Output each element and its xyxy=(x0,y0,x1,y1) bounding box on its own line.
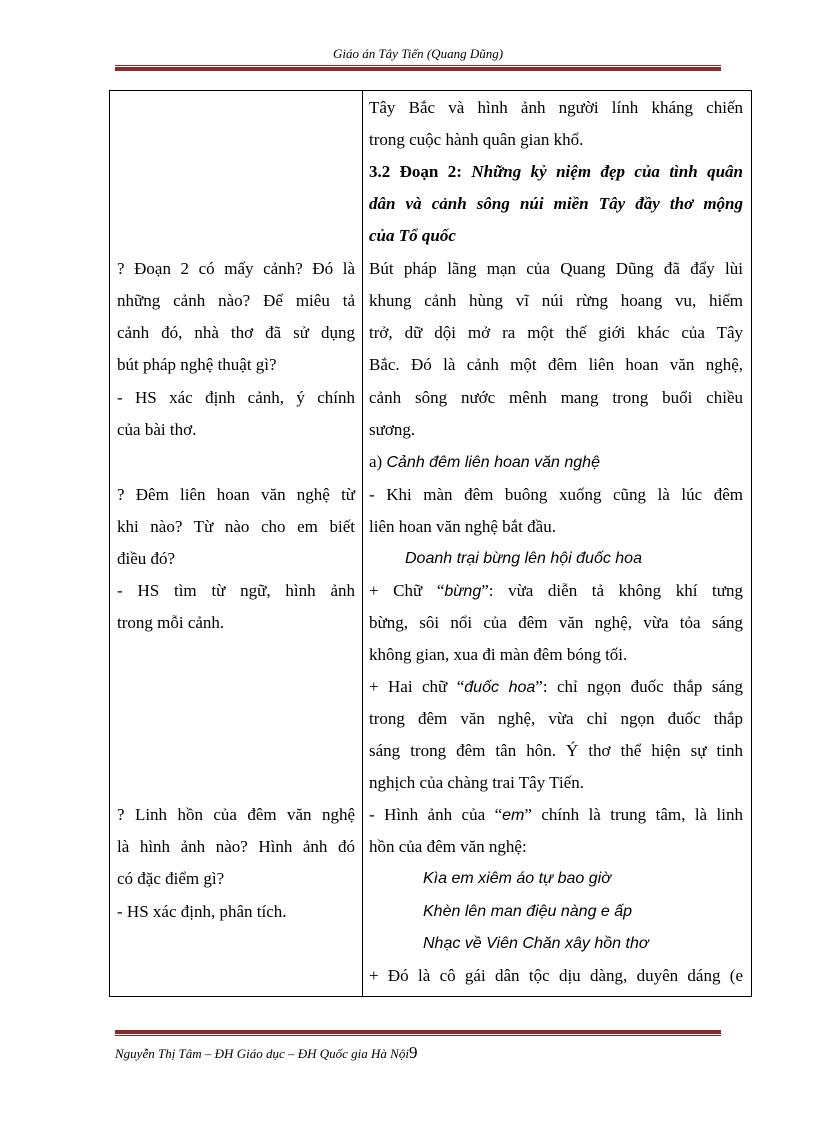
section-heading xyxy=(369,161,743,183)
content-line: cảnh sông nước mênh mang trong buổi chiều xyxy=(369,388,743,407)
section-title: dân và cảnh sông núi miền Tây đầy thơ mộng xyxy=(369,194,743,213)
teacher-question: ? Đoạn 2 có mấy cảnh? Đó là xyxy=(117,259,355,278)
page-footer xyxy=(115,1043,417,1063)
student-activity: - HS tìm từ ngữ, hình ảnh xyxy=(117,581,355,600)
quoted-word: đuốc hoa xyxy=(464,679,536,696)
teacher-question: khi nào? Từ nào cho em biết xyxy=(117,517,355,536)
page-number: 9 xyxy=(408,1043,418,1062)
quoted-word: bừng xyxy=(444,583,482,600)
subsection-heading xyxy=(369,451,743,474)
student-activity: - HS xác định, phân tích. xyxy=(117,902,287,921)
teacher-question: ? Linh hồn của đêm văn nghệ xyxy=(117,805,355,824)
content-line: Bút pháp lãng mạn của Quang Dũng đã đẩy lùi xyxy=(369,259,743,278)
content-line: + Chữ “bừng”: vừa diễn tả không khí tưng xyxy=(369,581,743,600)
content-line: + Đó là cô gái dân tộc dịu dàng, duyên dáng (e xyxy=(369,966,743,985)
content-line: sáng trong đêm tân hôn. Ý thơ thể hiện sự tinh xyxy=(369,741,743,760)
subsection-title: Cảnh đêm liên hoan văn nghệ xyxy=(386,454,600,471)
footer-author: Nguyễn Thị Tâm – ĐH Giáo dục – ĐH Quốc gia Hà Nội xyxy=(115,1046,409,1061)
column-divider xyxy=(362,91,363,996)
content-line: - Hình ảnh của “em” chính là trung tâm, là linh xyxy=(369,805,743,824)
content-line: trong đêm văn nghệ, vừa chỉ ngọn đuốc thắp xyxy=(369,709,743,728)
section-title: của Tổ quốc xyxy=(369,226,456,245)
teacher-question: có đặc điểm gì? xyxy=(117,869,225,888)
content-line: Bắc. Đó là cảnh một đêm liên hoan văn nghệ, xyxy=(369,355,743,374)
page-header: Giáo án Tây Tiến (Quang Dũng) xyxy=(332,46,504,61)
subsection-marker: a) xyxy=(369,452,387,471)
content-line: sương. xyxy=(369,420,416,439)
student-activity: trong mỗi cảnh. xyxy=(117,613,225,632)
content-line: trong cuộc hành quân gian khổ. xyxy=(369,130,584,149)
content-line: bừng, sôi nổi của đêm văn nghệ, vừa tỏa sáng xyxy=(369,613,743,632)
content-line: khung cảnh hùng vĩ núi rừng hoang vu, hiểm xyxy=(369,291,743,310)
teacher-question: cảnh đó, nhà thơ đã sử dụng xyxy=(117,323,355,342)
quoted-word: em xyxy=(502,807,525,824)
section-number: 3.2 Đoạn 2: xyxy=(369,162,472,181)
teacher-question: điều đó? xyxy=(117,549,176,568)
poem-line: Nhạc về Viên Chăn xây hồn thơ xyxy=(423,935,649,952)
content-line: nghịch của chàng trai Tây Tiến. xyxy=(369,773,584,792)
content-line: - Khi màn đêm buông xuống cũng là lúc đêm xyxy=(369,485,743,504)
lesson-table xyxy=(109,90,752,997)
header-rule xyxy=(115,65,721,71)
footer-rule xyxy=(115,1029,721,1036)
teacher-question: bút pháp nghệ thuật gì? xyxy=(117,355,277,374)
teacher-question: những cảnh nào? Để miêu tả xyxy=(117,291,355,310)
content-line: Tây Bắc và hình ảnh người lính kháng chiến xyxy=(369,98,743,117)
content-line: liên hoan văn nghệ bắt đầu. xyxy=(369,517,556,536)
content-line: + Hai chữ “đuốc hoa”: chỉ ngọn đuốc thắp sáng xyxy=(369,677,744,696)
content-line: không gian, xua đi màn đêm bóng tối. xyxy=(369,645,628,664)
teacher-question: ? Đêm liên hoan văn nghệ từ xyxy=(117,485,355,504)
teacher-question: là hình ảnh nào? Hình ảnh đó xyxy=(117,837,355,856)
section-title: Những kỷ niệm đẹp của tình quân xyxy=(471,162,743,181)
student-activity: - HS xác định cảnh, ý chính xyxy=(117,388,355,407)
poem-line: Doanh trại bừng lên hội đuốc hoa xyxy=(405,550,642,567)
poem-line: Khèn lên man điệu nàng e ấp xyxy=(423,903,633,920)
student-activity: của bài thơ. xyxy=(117,420,197,439)
content-line: hồn của đêm văn nghệ: xyxy=(369,837,527,856)
content-line: trở, dữ dội mở ra một thế giới khác của Tây xyxy=(369,323,743,342)
poem-line: Kìa em xiêm áo tự bao giờ xyxy=(423,870,611,887)
